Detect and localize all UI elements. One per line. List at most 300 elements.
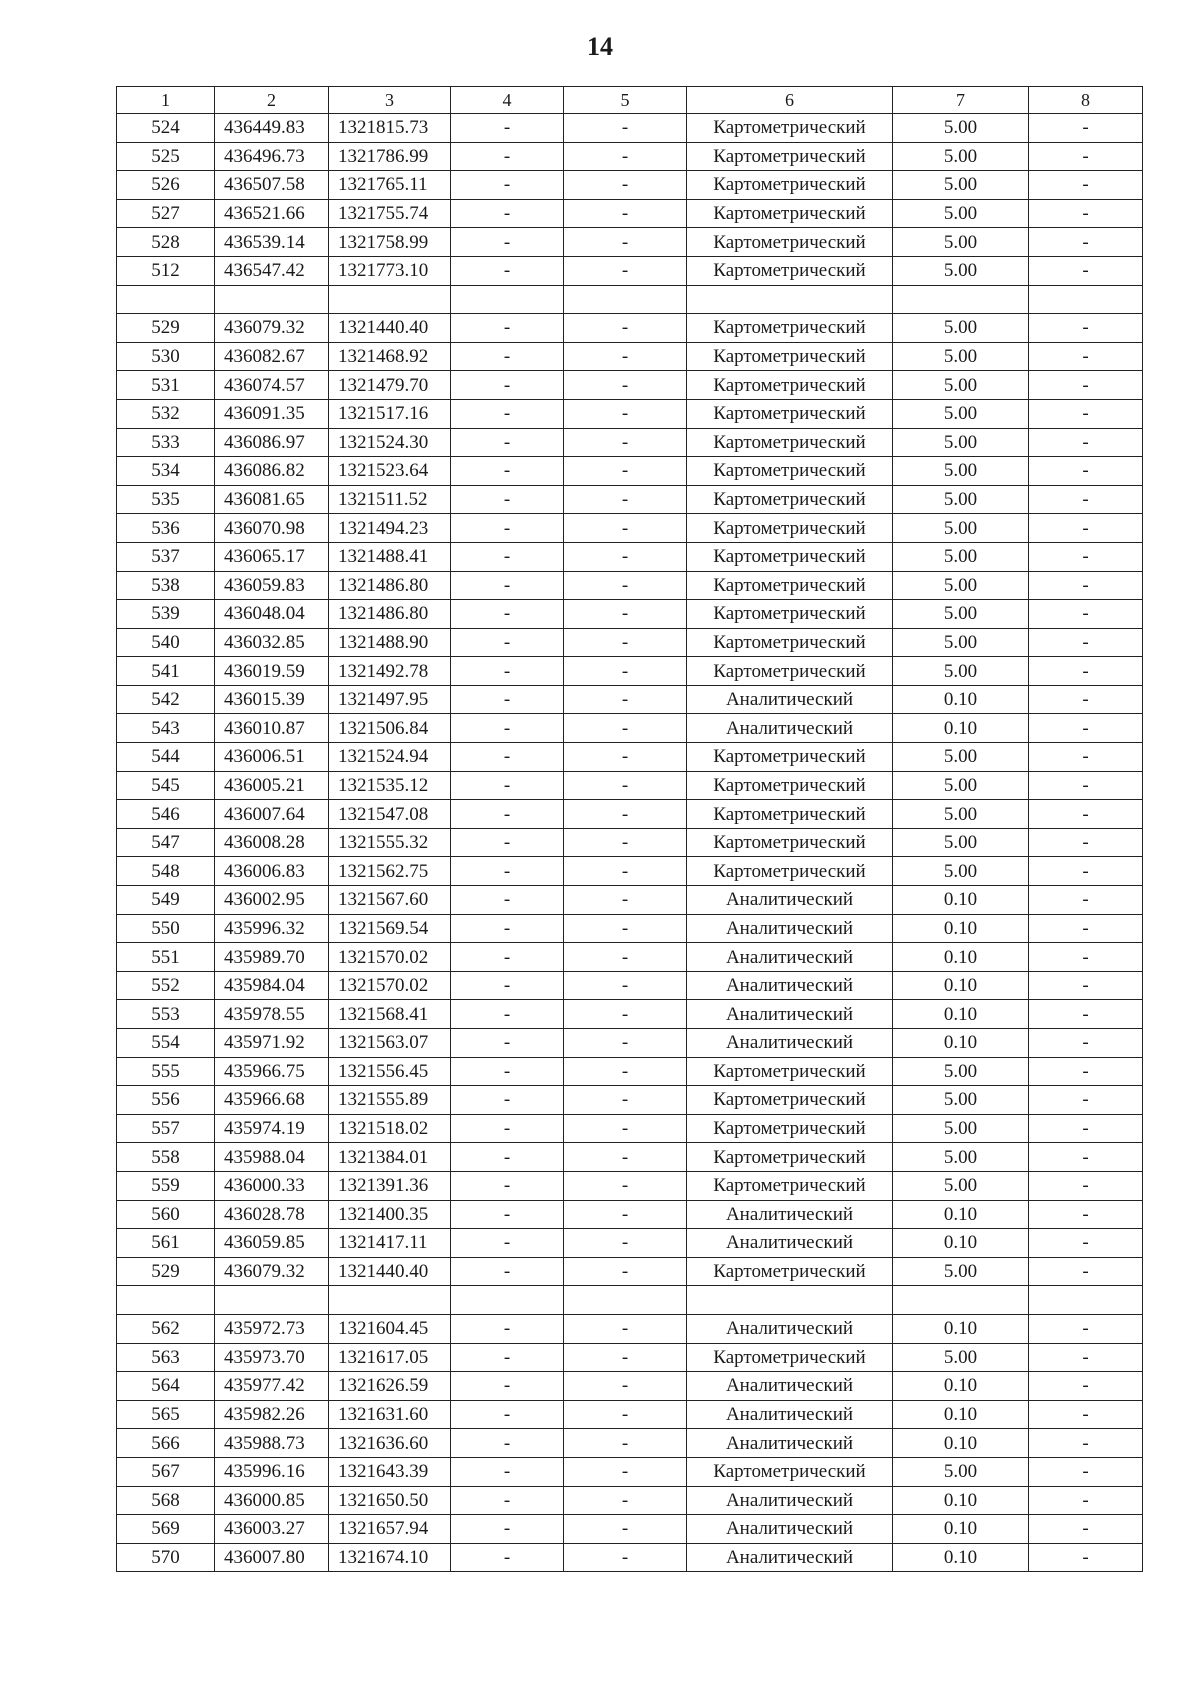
x-coordinate-cell: 436091.35	[215, 399, 329, 428]
y-coordinate-cell: 1321547.08	[329, 800, 451, 829]
table-row	[117, 943, 1143, 972]
x-coordinate-cell: 436081.65	[215, 485, 329, 514]
table-row	[117, 914, 1143, 943]
point-number-cell: 562	[117, 1314, 215, 1343]
column-4-cell: -	[451, 1515, 564, 1544]
point-number-cell: 561	[117, 1229, 215, 1258]
accuracy-cell: 5.00	[893, 857, 1029, 886]
column-4-cell: -	[451, 1486, 564, 1515]
column-5-cell: -	[564, 971, 687, 1000]
point-number-cell: 569	[117, 1515, 215, 1544]
method-cell: Картометрический	[687, 114, 893, 143]
column-5-cell: -	[564, 914, 687, 943]
method-cell: Аналитический	[687, 1000, 893, 1029]
method-cell: Картометрический	[687, 314, 893, 343]
column-4-cell: -	[451, 628, 564, 657]
point-number-cell: 530	[117, 342, 215, 371]
x-coordinate-cell: 436079.32	[215, 1257, 329, 1286]
x-coordinate-cell: 435966.75	[215, 1057, 329, 1086]
method-cell: Картометрический	[687, 1057, 893, 1086]
column-5-cell: -	[564, 1429, 687, 1458]
method-cell: Аналитический	[687, 1400, 893, 1429]
column-8-cell: -	[1029, 1114, 1143, 1143]
column-8-cell	[1029, 285, 1143, 314]
method-cell: Картометрический	[687, 171, 893, 200]
column-5-cell: -	[564, 1086, 687, 1115]
method-cell: Картометрический	[687, 600, 893, 629]
column-8-cell: -	[1029, 714, 1143, 743]
accuracy-cell: 0.10	[893, 943, 1029, 972]
x-coordinate-cell: 435988.73	[215, 1429, 329, 1458]
column-5-cell: -	[564, 1143, 687, 1172]
x-coordinate-cell: 435984.04	[215, 971, 329, 1000]
accuracy-cell: 5.00	[893, 657, 1029, 686]
column-4-cell: -	[451, 857, 564, 886]
column-header: 7	[893, 87, 1029, 114]
point-number-cell	[117, 285, 215, 314]
point-number-cell: 564	[117, 1372, 215, 1401]
x-coordinate-cell: 436059.83	[215, 571, 329, 600]
y-coordinate-cell: 1321674.10	[329, 1543, 451, 1572]
table-body	[117, 114, 1143, 1572]
column-5-cell: -	[564, 743, 687, 772]
accuracy-cell: 0.10	[893, 1515, 1029, 1544]
column-5-cell: -	[564, 1314, 687, 1343]
accuracy-cell: 0.10	[893, 1486, 1029, 1515]
x-coordinate-cell: 435974.19	[215, 1114, 329, 1143]
table-row	[117, 1314, 1143, 1343]
accuracy-cell: 5.00	[893, 628, 1029, 657]
point-number-cell: 544	[117, 743, 215, 772]
y-coordinate-cell: 1321479.70	[329, 371, 451, 400]
column-5-cell: -	[564, 1343, 687, 1372]
column-4-cell: -	[451, 1257, 564, 1286]
x-coordinate-cell: 436082.67	[215, 342, 329, 371]
accuracy-cell: 5.00	[893, 199, 1029, 228]
point-number-cell: 529	[117, 314, 215, 343]
x-coordinate-cell: 435996.16	[215, 1457, 329, 1486]
method-cell: Аналитический	[687, 1515, 893, 1544]
y-coordinate-cell: 1321626.59	[329, 1372, 451, 1401]
table-row	[117, 199, 1143, 228]
y-coordinate-cell: 1321567.60	[329, 886, 451, 915]
column-5-cell: -	[564, 114, 687, 143]
y-coordinate-cell: 1321765.11	[329, 171, 451, 200]
y-coordinate-cell: 1321643.39	[329, 1457, 451, 1486]
column-8-cell: -	[1029, 1029, 1143, 1058]
method-cell: Картометрический	[687, 399, 893, 428]
y-coordinate-cell: 1321617.05	[329, 1343, 451, 1372]
accuracy-cell: 5.00	[893, 600, 1029, 629]
column-4-cell: -	[451, 1000, 564, 1029]
point-number-cell: 538	[117, 571, 215, 600]
column-8-cell: -	[1029, 1372, 1143, 1401]
x-coordinate-cell: 436059.85	[215, 1229, 329, 1258]
method-cell: Картометрический	[687, 256, 893, 285]
table-row	[117, 800, 1143, 829]
y-coordinate-cell: 1321657.94	[329, 1515, 451, 1544]
y-coordinate-cell: 1321631.60	[329, 1400, 451, 1429]
accuracy-cell: 5.00	[893, 142, 1029, 171]
column-4-cell: -	[451, 1314, 564, 1343]
point-number-cell: 539	[117, 600, 215, 629]
table-row	[117, 457, 1143, 486]
method-cell: Картометрический	[687, 428, 893, 457]
column-5-cell: -	[564, 657, 687, 686]
table-row	[117, 314, 1143, 343]
method-cell: Картометрический	[687, 628, 893, 657]
x-coordinate-cell: 436079.32	[215, 314, 329, 343]
x-coordinate-cell: 435971.92	[215, 1029, 329, 1058]
table-row	[117, 971, 1143, 1000]
column-5-cell: -	[564, 142, 687, 171]
table-row	[117, 1543, 1143, 1572]
column-4-cell: -	[451, 1114, 564, 1143]
column-4-cell: -	[451, 1057, 564, 1086]
table-row	[117, 1229, 1143, 1258]
column-5-cell: -	[564, 256, 687, 285]
column-4-cell: -	[451, 943, 564, 972]
point-number-cell: 566	[117, 1429, 215, 1458]
y-coordinate-cell: 1321518.02	[329, 1114, 451, 1143]
accuracy-cell: 0.10	[893, 1372, 1029, 1401]
accuracy-cell: 5.00	[893, 371, 1029, 400]
y-coordinate-cell: 1321440.40	[329, 1257, 451, 1286]
table-row	[117, 886, 1143, 915]
column-8-cell: -	[1029, 514, 1143, 543]
column-5-cell: -	[564, 1457, 687, 1486]
method-cell: Картометрический	[687, 828, 893, 857]
accuracy-cell	[893, 1286, 1029, 1315]
point-number-cell: 536	[117, 514, 215, 543]
x-coordinate-cell: 435972.73	[215, 1314, 329, 1343]
table-row	[117, 714, 1143, 743]
column-8-cell: -	[1029, 571, 1143, 600]
x-coordinate-cell: 436003.27	[215, 1515, 329, 1544]
column-5-cell: -	[564, 714, 687, 743]
table-row	[117, 600, 1143, 629]
x-coordinate-cell: 436010.87	[215, 714, 329, 743]
column-4-cell: -	[451, 1229, 564, 1258]
column-8-cell: -	[1029, 914, 1143, 943]
accuracy-cell: 5.00	[893, 1457, 1029, 1486]
table-row	[117, 1171, 1143, 1200]
table-row	[117, 228, 1143, 257]
accuracy-cell: 5.00	[893, 771, 1029, 800]
point-number-cell: 542	[117, 685, 215, 714]
point-number-cell: 549	[117, 886, 215, 915]
y-coordinate-cell: 1321417.11	[329, 1229, 451, 1258]
column-4-cell: -	[451, 914, 564, 943]
column-8-cell: -	[1029, 1486, 1143, 1515]
table-row	[117, 657, 1143, 686]
method-cell: Аналитический	[687, 1029, 893, 1058]
column-5-cell: -	[564, 171, 687, 200]
x-coordinate-cell: 436048.04	[215, 600, 329, 629]
column-4-cell: -	[451, 1086, 564, 1115]
column-5-cell: -	[564, 1000, 687, 1029]
column-8-cell: -	[1029, 1143, 1143, 1172]
column-8-cell: -	[1029, 1057, 1143, 1086]
y-coordinate-cell: 1321604.45	[329, 1314, 451, 1343]
point-number-cell: 531	[117, 371, 215, 400]
method-cell: Картометрический	[687, 228, 893, 257]
method-cell: Картометрический	[687, 1343, 893, 1372]
table-row	[117, 1114, 1143, 1143]
x-coordinate-cell: 436521.66	[215, 199, 329, 228]
x-coordinate-cell: 435988.04	[215, 1143, 329, 1172]
column-8-cell: -	[1029, 1314, 1143, 1343]
column-8-cell: -	[1029, 256, 1143, 285]
column-5-cell: -	[564, 771, 687, 800]
column-8-cell: -	[1029, 800, 1143, 829]
point-number-cell: 537	[117, 542, 215, 571]
column-4-cell: -	[451, 256, 564, 285]
column-4-cell: -	[451, 886, 564, 915]
accuracy-cell: 5.00	[893, 485, 1029, 514]
point-number-cell: 525	[117, 142, 215, 171]
column-4-cell: -	[451, 1171, 564, 1200]
column-header: 2	[215, 87, 329, 114]
method-cell: Аналитический	[687, 886, 893, 915]
table-row	[117, 1372, 1143, 1401]
method-cell: Картометрический	[687, 485, 893, 514]
point-number-cell: 552	[117, 971, 215, 1000]
column-5-cell: -	[564, 886, 687, 915]
column-8-cell: -	[1029, 1400, 1143, 1429]
accuracy-cell: 5.00	[893, 399, 1029, 428]
method-cell: Картометрический	[687, 142, 893, 171]
column-4-cell: -	[451, 542, 564, 571]
accuracy-cell: 0.10	[893, 886, 1029, 915]
x-coordinate-cell: 436032.85	[215, 628, 329, 657]
y-coordinate-cell: 1321517.16	[329, 399, 451, 428]
column-4-cell: -	[451, 228, 564, 257]
method-cell: Картометрический	[687, 1257, 893, 1286]
y-coordinate-cell: 1321786.99	[329, 142, 451, 171]
column-4-cell: -	[451, 342, 564, 371]
table-row	[117, 1000, 1143, 1029]
y-coordinate-cell: 1321555.89	[329, 1086, 451, 1115]
point-number-cell: 568	[117, 1486, 215, 1515]
column-5-cell: -	[564, 342, 687, 371]
column-5-cell: -	[564, 685, 687, 714]
x-coordinate-cell: 436008.28	[215, 828, 329, 857]
table-row	[117, 1286, 1143, 1315]
point-number-cell: 553	[117, 1000, 215, 1029]
x-coordinate-cell: 436547.42	[215, 256, 329, 285]
method-cell: Аналитический	[687, 714, 893, 743]
accuracy-cell: 5.00	[893, 542, 1029, 571]
table-row	[117, 171, 1143, 200]
x-coordinate-cell: 435978.55	[215, 1000, 329, 1029]
column-5-cell: -	[564, 1057, 687, 1086]
table-row	[117, 399, 1143, 428]
point-number-cell: 527	[117, 199, 215, 228]
column-5-cell: -	[564, 542, 687, 571]
method-cell: Картометрический	[687, 771, 893, 800]
accuracy-cell: 0.10	[893, 685, 1029, 714]
column-4-cell: -	[451, 771, 564, 800]
column-5-cell: -	[564, 199, 687, 228]
method-cell	[687, 1286, 893, 1315]
method-cell: Картометрический	[687, 1143, 893, 1172]
accuracy-cell: 5.00	[893, 256, 1029, 285]
column-5-cell: -	[564, 943, 687, 972]
column-8-cell: -	[1029, 1000, 1143, 1029]
column-4-cell	[451, 1286, 564, 1315]
column-5-cell: -	[564, 1171, 687, 1200]
column-4-cell: -	[451, 571, 564, 600]
x-coordinate-cell	[215, 285, 329, 314]
y-coordinate-cell: 1321488.90	[329, 628, 451, 657]
column-8-cell	[1029, 1286, 1143, 1315]
method-cell	[687, 285, 893, 314]
column-8-cell: -	[1029, 1515, 1143, 1544]
column-header: 5	[564, 87, 687, 114]
column-5-cell: -	[564, 1372, 687, 1401]
accuracy-cell: 5.00	[893, 171, 1029, 200]
y-coordinate-cell: 1321506.84	[329, 714, 451, 743]
accuracy-cell: 5.00	[893, 342, 1029, 371]
table-row	[117, 1257, 1143, 1286]
column-4-cell: -	[451, 1029, 564, 1058]
table-row	[117, 542, 1143, 571]
point-number-cell: 534	[117, 457, 215, 486]
accuracy-cell: 0.10	[893, 1000, 1029, 1029]
table-row	[117, 514, 1143, 543]
accuracy-cell: 5.00	[893, 1114, 1029, 1143]
method-cell: Аналитический	[687, 1429, 893, 1458]
table-row	[117, 1429, 1143, 1458]
x-coordinate-cell: 436074.57	[215, 371, 329, 400]
column-4-cell: -	[451, 1143, 564, 1172]
x-coordinate-cell: 436449.83	[215, 114, 329, 143]
table-row	[117, 857, 1143, 886]
column-8-cell: -	[1029, 457, 1143, 486]
y-coordinate-cell: 1321570.02	[329, 943, 451, 972]
y-coordinate-cell: 1321556.45	[329, 1057, 451, 1086]
column-8-cell: -	[1029, 886, 1143, 915]
y-coordinate-cell: 1321636.60	[329, 1429, 451, 1458]
column-4-cell: -	[451, 1429, 564, 1458]
column-5-cell	[564, 1286, 687, 1315]
column-8-cell: -	[1029, 199, 1143, 228]
method-cell: Картометрический	[687, 743, 893, 772]
method-cell: Аналитический	[687, 685, 893, 714]
x-coordinate-cell: 436086.82	[215, 457, 329, 486]
x-coordinate-cell: 436006.51	[215, 743, 329, 772]
column-8-cell: -	[1029, 971, 1143, 1000]
method-cell: Картометрический	[687, 542, 893, 571]
column-5-cell: -	[564, 228, 687, 257]
point-number-cell: 555	[117, 1057, 215, 1086]
accuracy-cell: 5.00	[893, 1171, 1029, 1200]
column-8-cell: -	[1029, 399, 1143, 428]
column-8-cell: -	[1029, 371, 1143, 400]
point-number-cell: 526	[117, 171, 215, 200]
y-coordinate-cell: 1321497.95	[329, 685, 451, 714]
column-8-cell: -	[1029, 771, 1143, 800]
y-coordinate-cell: 1321569.54	[329, 914, 451, 943]
x-coordinate-cell: 436028.78	[215, 1200, 329, 1229]
y-coordinate-cell: 1321555.32	[329, 828, 451, 857]
column-4-cell: -	[451, 600, 564, 629]
point-number-cell: 533	[117, 428, 215, 457]
method-cell: Картометрический	[687, 1086, 893, 1115]
column-4-cell: -	[451, 457, 564, 486]
method-cell: Аналитический	[687, 1372, 893, 1401]
table-row	[117, 428, 1143, 457]
table-row	[117, 256, 1143, 285]
column-header: 8	[1029, 87, 1143, 114]
column-8-cell: -	[1029, 685, 1143, 714]
y-coordinate-cell: 1321815.73	[329, 114, 451, 143]
y-coordinate-cell: 1321511.52	[329, 485, 451, 514]
point-number-cell: 548	[117, 857, 215, 886]
method-cell: Картометрический	[687, 514, 893, 543]
y-coordinate-cell: 1321523.64	[329, 457, 451, 486]
x-coordinate-cell: 436015.39	[215, 685, 329, 714]
column-4-cell: -	[451, 1200, 564, 1229]
point-number-cell: 535	[117, 485, 215, 514]
table-row	[117, 1057, 1143, 1086]
column-8-cell: -	[1029, 1429, 1143, 1458]
accuracy-cell: 5.00	[893, 828, 1029, 857]
column-5-cell: -	[564, 457, 687, 486]
column-4-cell: -	[451, 1543, 564, 1572]
column-4-cell: -	[451, 371, 564, 400]
column-4-cell	[451, 285, 564, 314]
point-number-cell: 540	[117, 628, 215, 657]
column-8-cell: -	[1029, 1543, 1143, 1572]
column-8-cell: -	[1029, 228, 1143, 257]
x-coordinate-cell: 435973.70	[215, 1343, 329, 1372]
column-5-cell: -	[564, 314, 687, 343]
table-row	[117, 743, 1143, 772]
y-coordinate-cell	[329, 1286, 451, 1315]
column-header: 6	[687, 87, 893, 114]
method-cell: Аналитический	[687, 914, 893, 943]
column-5-cell: -	[564, 857, 687, 886]
column-5-cell: -	[564, 371, 687, 400]
column-8-cell: -	[1029, 743, 1143, 772]
point-number-cell: 565	[117, 1400, 215, 1429]
x-coordinate-cell: 436070.98	[215, 514, 329, 543]
column-4-cell: -	[451, 114, 564, 143]
y-coordinate-cell: 1321755.74	[329, 199, 451, 228]
point-number-cell: 547	[117, 828, 215, 857]
method-cell: Аналитический	[687, 1314, 893, 1343]
column-8-cell: -	[1029, 428, 1143, 457]
column-5-cell: -	[564, 1515, 687, 1544]
column-4-cell: -	[451, 714, 564, 743]
column-4-cell: -	[451, 657, 564, 686]
accuracy-cell: 5.00	[893, 743, 1029, 772]
accuracy-cell	[893, 285, 1029, 314]
y-coordinate-cell: 1321563.07	[329, 1029, 451, 1058]
column-5-cell: -	[564, 800, 687, 829]
x-coordinate-cell: 435996.32	[215, 914, 329, 943]
table-row	[117, 1086, 1143, 1115]
column-8-cell: -	[1029, 1200, 1143, 1229]
table-row	[117, 1200, 1143, 1229]
y-coordinate-cell: 1321650.50	[329, 1486, 451, 1515]
point-number-cell: 558	[117, 1143, 215, 1172]
method-cell: Аналитический	[687, 971, 893, 1000]
point-number-cell: 556	[117, 1086, 215, 1115]
y-coordinate-cell: 1321400.35	[329, 1200, 451, 1229]
